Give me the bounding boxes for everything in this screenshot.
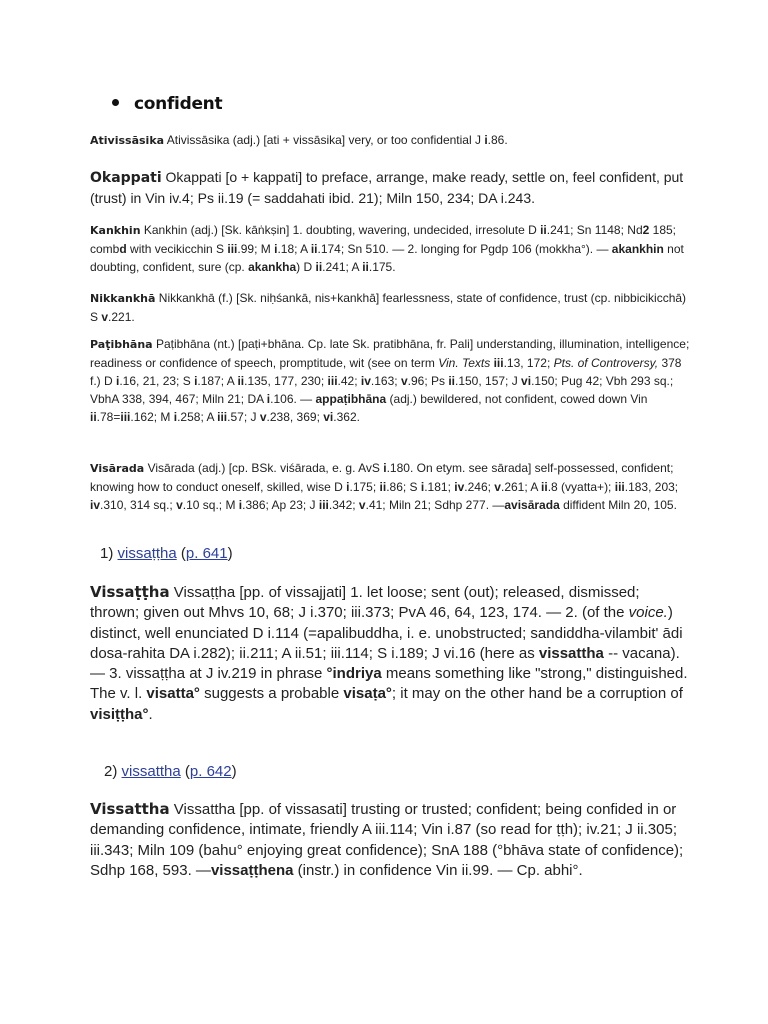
reference-2: 2) vissattha (p. 642) (104, 763, 237, 780)
link-vissattha-2[interactable]: vissattha (121, 763, 181, 780)
entry-visarada: Visārada Visārada (adj.) [cp. BSk. viśārada, e. g. AvS i.180. On etym. see sārada] self-possessed, confident; knowing how to conduct oneself, skilled, wise D i.175; ii.86; S i.181; iv.246; v.261; A ii.8 (vyatta+); iii.183, 203; iv.310, 314 sq.; v.10 sq.; M i.386; Ap 23; J iii.342; v.41; Miln 21; Sdhp 277. —avisārada diffident Miln 20, 105. (90, 461, 679, 512)
link-page-642[interactable]: p. 642 (189, 763, 232, 780)
entry-headword: Paṭibhāna (90, 338, 153, 351)
entry-headword: Vissaṭṭha (90, 583, 170, 601)
entry-okappati: Okappati Okappati [o + kappati] to preface, arrange, make ready, settle on, feel confident, put (trust) in Vin iv.4; Ps ii.19 (= saddahati ibid. 21); Miln 150, 234; DA i.243. (90, 169, 684, 206)
bullet-icon (112, 99, 119, 106)
link-vissattha-1[interactable]: vissaṭṭha (117, 545, 177, 562)
link-page-641[interactable]: p. 641 (185, 545, 228, 562)
entry-kankhin: Kankhin Kankhin (adj.) [Sk. kāṅkṣin] 1. doubting, wavering, undecided, irresolute D ii.241; Sn 1148; Nd2 185; combd with vecikicchin S iii.99; M i.18; A ii.174; Sn 510. — 2. longing for Pgdp 106 (mokkha°). — akankhin not doubting, confident, sure (cp. akankha) D ii.241; A ii.175. (90, 223, 684, 274)
section-heading (112, 94, 222, 114)
entry-headword: Kankhin (90, 224, 141, 237)
reference-number: 2) (104, 763, 118, 780)
entry-headword: Ativissāsika (90, 134, 165, 147)
entry-vissattha-2: Vissattha Vissattha [pp. of vissasati] trusting or trusted; confident; being confided in or demanding confidence, intimate, friendly A iii.114; Vin i.87 (so read for ṭṭh); iv.21; J ii.305; iii.343; Miln 109 (bahu° enjoying great confidence); SnA 188 (°bhāva state of confidence); Sdhp 168, 593. —vissaṭṭhena (instr.) in confidence Vin ii.99. — Cp. abhi°. (90, 800, 684, 879)
entry-headword: Visārada (90, 462, 145, 475)
entry-ativissasika: Ativissāsika Ativissāsika (adj.) [ati + vissāsika] very, or too confidential J i.86. (90, 133, 508, 147)
reference-1: 1) vissaṭṭha (p. 641) (100, 545, 233, 562)
entry-headword: Nikkankhā (90, 292, 156, 305)
entry-vissattha-1: Vissaṭṭha Vissaṭṭha [pp. of vissajjati] 1. let loose; sent (out); released, dismissed; thrown; given out Mhvs 10, 68; J i.370; iii.373; PvA 46, 64, 123, 174. — 2. (of the voice.) distinct, well enunciated D i.114 (=apalibuddha, i. e. unobstructed; sandiddha-vilambit' ādi dosa-rahita DA i.282); ii.211; A ii.51; iii.114; S i.189; J vi.16 (here as vissattha -- vacana). — 3. vissaṭṭha at J iv.219 in phrase °indriya means something like "strong," distinguished. The v. l. visatta° suggests a probable visaṭa°; it may on the other hand be a corruption of visiṭṭha°. (90, 583, 688, 723)
entry-patibhana: Paṭibhāna Paṭibhāna (nt.) [paṭi+bhāna. Cp. late Sk. pratibhāna, fr. Pali] understanding, illumination, intelligence; readiness or confidence of speech, promptitude, wit (see on term Vin. Texts iii.13, 172; Pts. of Controversy, 378 f.) D i.16, 21, 23; S i.187; A ii.135, 177, 230; iii.42; iv.163; v.96; Ps ii.150, 157; J vi.150; Pug 42; Vbh 293 sq.; VbhA 338, 394, 467; Miln 21; DA i.106. — appaṭibhāna (adj.) bewildered, not confident, cowed down Vin ii.78=iii.162; M i.258; A iii.57; J v.238, 369; vi.362. (90, 337, 690, 424)
reference-number: 1) (100, 545, 114, 562)
entry-headword: Vissattha (90, 800, 170, 818)
heading-text: confident (134, 94, 223, 114)
entry-headword: Okappati (90, 170, 162, 186)
entry-nikkankha: Nikkankhā Nikkankhā (f.) [Sk. niḥśankā, nis+kankhā] fearlessness, state of confidence, trust (cp. nibbicikicchā) S v.221. (90, 291, 687, 324)
